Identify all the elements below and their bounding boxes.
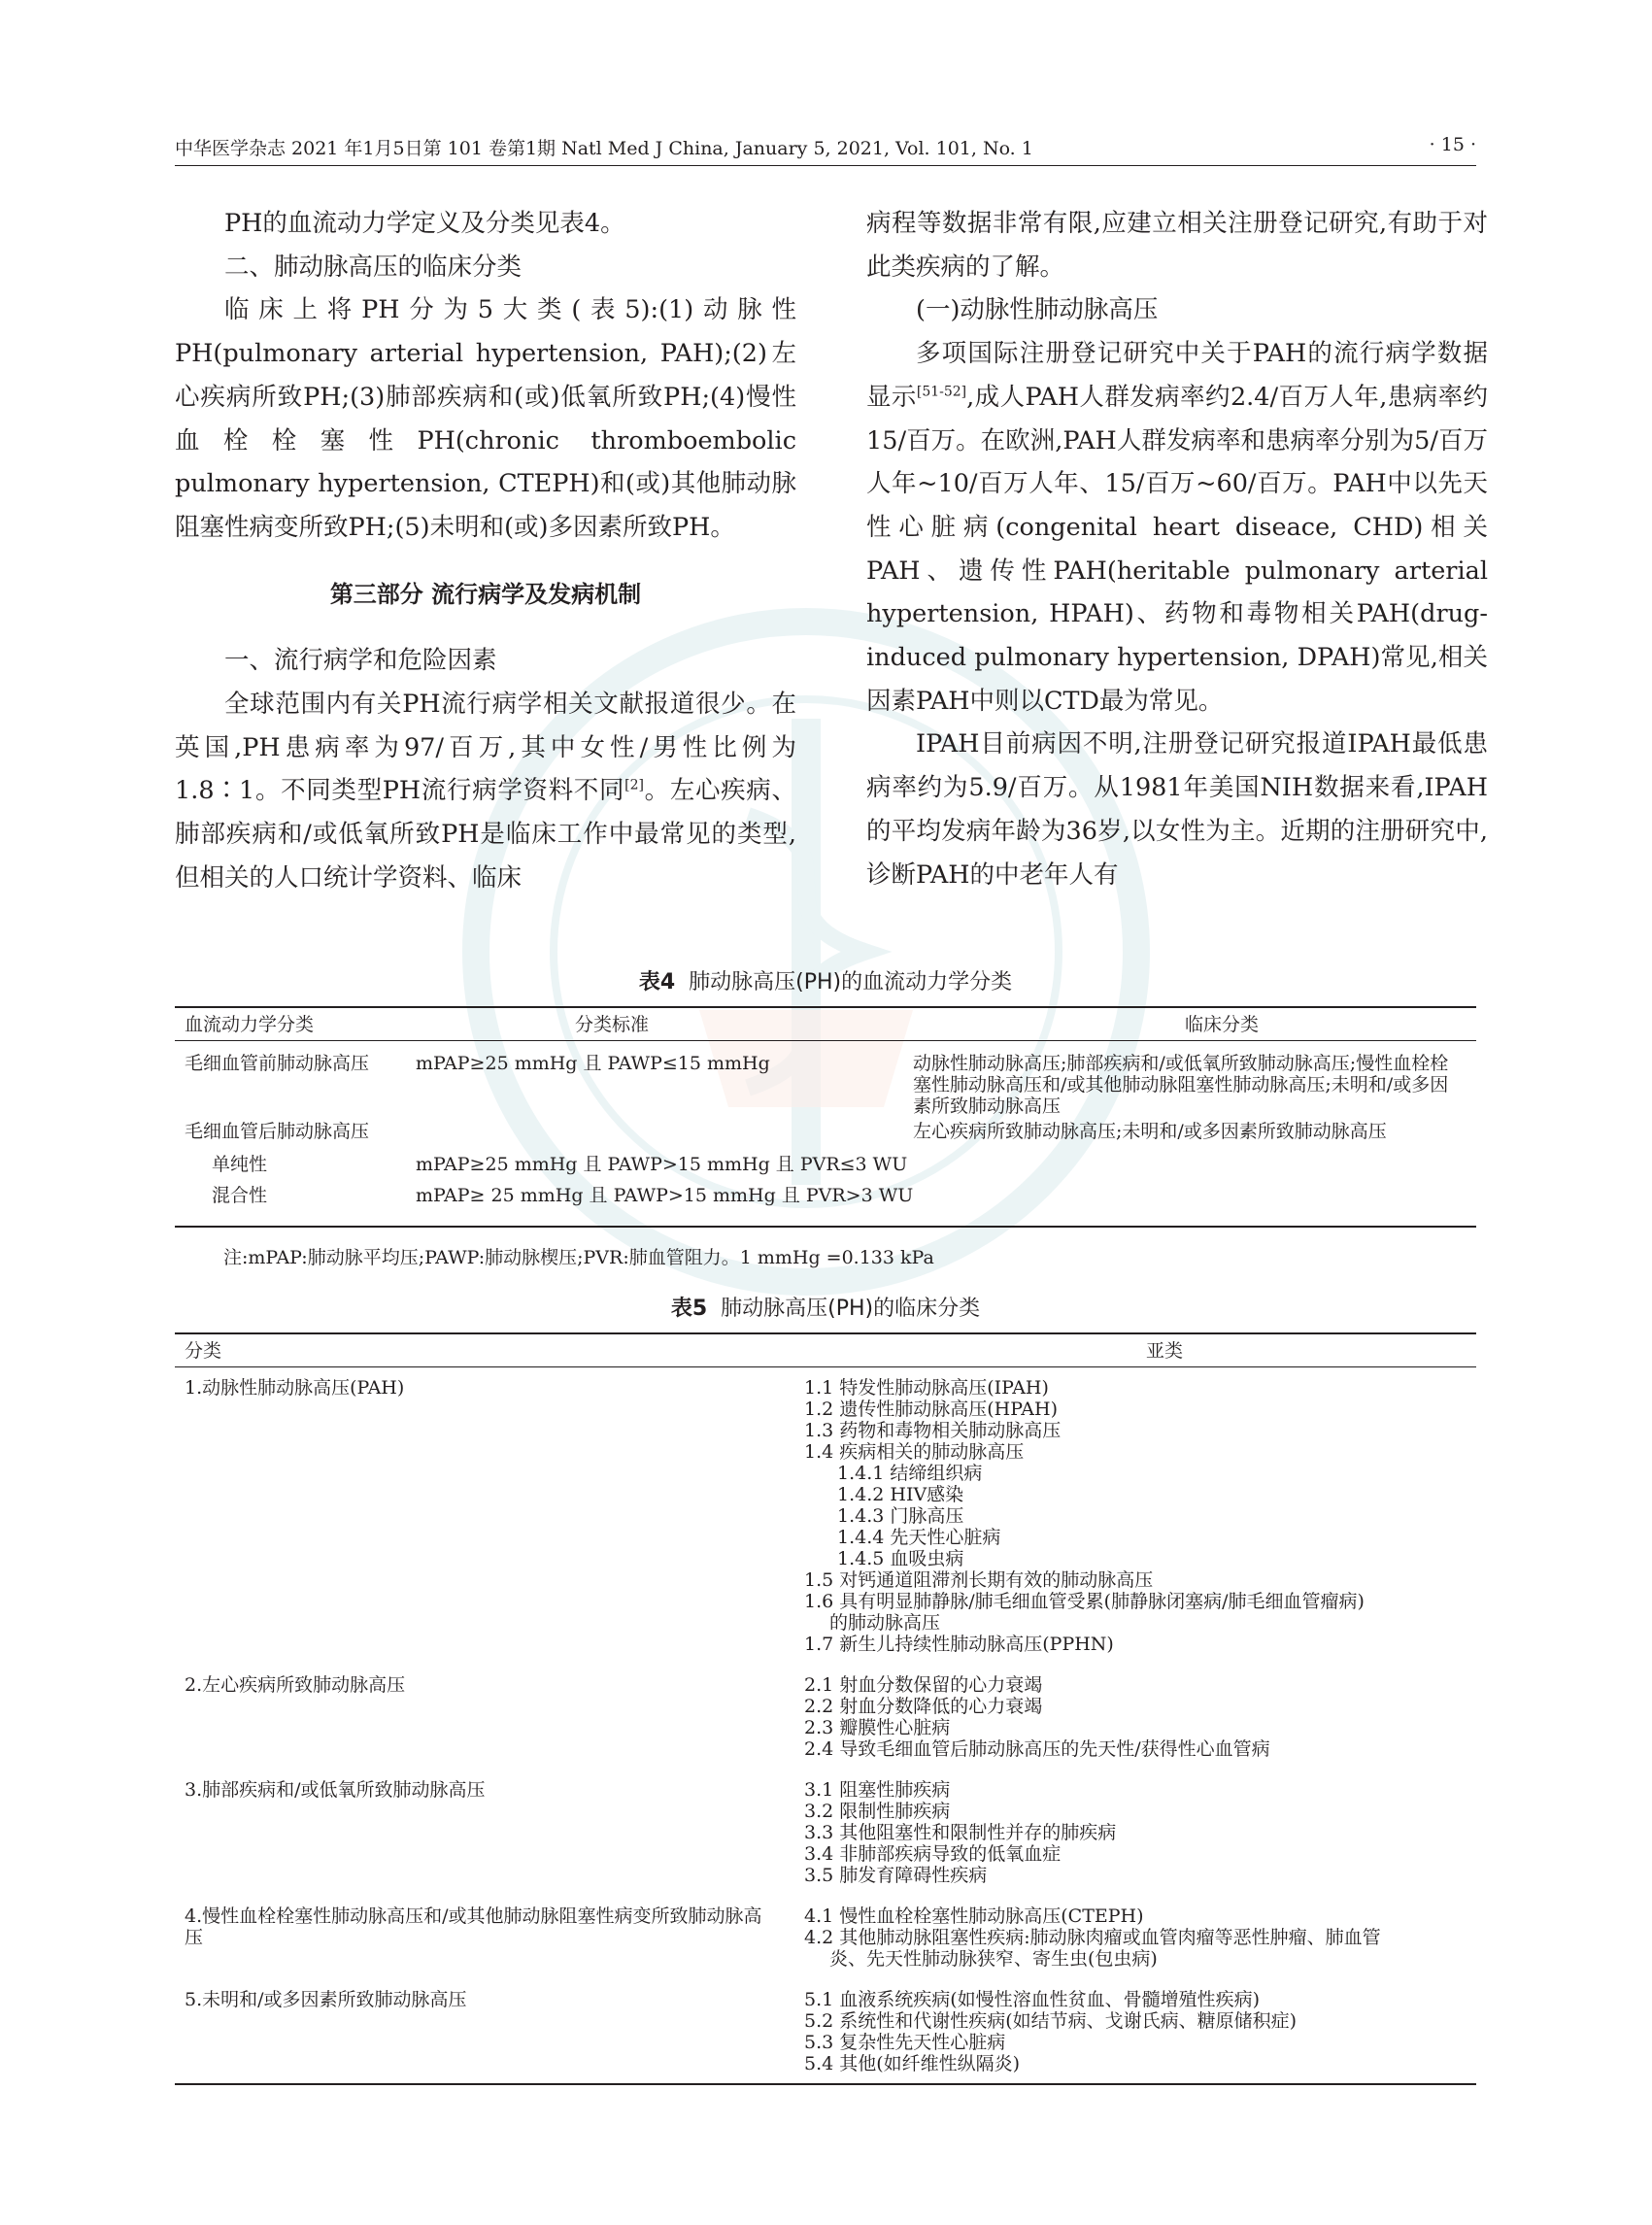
section-heading: 二、肺动脉高压的临床分类 bbox=[224, 252, 523, 282]
table5-header bbox=[175, 1336, 1476, 1365]
table5-subtype: 1.6 具有明显肺静脉/肺毛细血管受累(肺静脉闭塞病/肺毛细血管瘤病) bbox=[804, 1591, 1365, 1612]
header-rule bbox=[175, 165, 1476, 166]
paragraph: 多项国际注册登记研究中关于PAH的流行病学数据显示[51-52],成人PAH人群发病率约2.4/百万人年,患病率约15/百万。在欧洲,PAH人群发病率和患病率分别为5/百万人年~10/百万人年、15/百万~60/百万。PAH中以先天性心脏病(congenital heart diseace, CHD)相关PAH、遗传性PAH(heritable pulmonary arterial hypertension, HPAH)、药物和毒物相关PAH(drug-induced pulmonary hypertension, DPAH)常见,相关因素PAH中则以CTD最为常见。 bbox=[866, 339, 1488, 716]
table5-subtype: 5.3 复杂性先天性心脏病 bbox=[804, 2032, 1006, 2053]
table5-top-rule bbox=[175, 1332, 1476, 1334]
table5-subtype: 1.4 疾病相关的肺动脉高压 bbox=[804, 1441, 1025, 1463]
part-heading: 第三部分 流行病学及发病机制 bbox=[329, 580, 642, 608]
table5-subtype: 1.4.2 HIV感染 bbox=[837, 1484, 964, 1505]
table5-subtype: 1.4.1 结缔组织病 bbox=[837, 1463, 983, 1484]
paragraph: IPAH目前病因不明,注册登记研究报道IPAH最低患病率约为5.9/百万。从1981年美国NIH数据来看,IPAH的平均发病年龄为36岁,以女性为主。近期的注册研究中,诊断PAH的中老年人有 bbox=[866, 729, 1488, 890]
table5-title: 肺动脉高压(PH)的临床分类 bbox=[721, 1297, 981, 1321]
table5-subtype: 2.4 导致毛细血管后肺动脉高压的先天性/获得性心血管病 bbox=[804, 1738, 1270, 1760]
table4-body bbox=[175, 1043, 1476, 1218]
table4-cell: 混合性 bbox=[212, 1185, 268, 1206]
table5-subtype: 1.4.5 血吸虫病 bbox=[837, 1548, 964, 1569]
table5-category: 3.肺部疾病和/或低氧所致肺动脉高压 bbox=[185, 1779, 486, 1801]
table4-caption bbox=[175, 965, 1476, 995]
table4-cell: 单纯性 bbox=[212, 1154, 268, 1175]
table5-body bbox=[175, 1377, 1476, 2076]
table4-cell: mPAP≥25 mmHg 且 PAWP>15 mmHg 且 PVR≤3 WU bbox=[416, 1154, 908, 1175]
table5-category: 4.慢性血栓栓塞性肺动脉高压和/或其他肺动脉阻塞性病变所致肺动脉高压 bbox=[185, 1905, 762, 1948]
table4-cell: mPAP≥ 25 mmHg 且 PAWP>15 mmHg 且 PVR>3 WU bbox=[416, 1185, 914, 1206]
table4-header bbox=[175, 1010, 1476, 1039]
table5-caption bbox=[175, 1292, 1476, 1322]
table5-subtype: 1.2 遗传性肺动脉高压(HPAH) bbox=[804, 1399, 1058, 1420]
table5-subtype: 3.3 其他阻塞性和限制性并存的肺疾病 bbox=[804, 1822, 1117, 1843]
table5-subtype: 5.1 血液系统疾病(如慢性溶血性贫血、骨髓增殖性疾病) bbox=[804, 1989, 1261, 2010]
paragraph: 病程等数据非常有限,应建立相关注册登记研究,有助于对此类疾病的了解。 bbox=[866, 209, 1488, 282]
table5-subtype: 2.3 瓣膜性心脏病 bbox=[804, 1717, 951, 1738]
table4-note: 注:mPAP:肺动脉平均压;PAWP:肺动脉楔压;PVR:肺血管阻力。1 mmHg =0.133 kPa bbox=[223, 1247, 934, 1268]
table4-cell: 左心疾病所致肺动脉高压;未明和/或多因素所致肺动脉高压 bbox=[913, 1121, 1387, 1142]
paragraph: PH的血流动力学定义及分类见表4。 bbox=[224, 209, 625, 238]
citation[interactable]: [2] bbox=[624, 777, 644, 793]
paragraph: 全球范围内有关PH流行病学相关文献报道很少。在英国,PH患病率为97/百万,其中女性/男性比例为1.8∶1。不同类型PH流行病学资料不同[2]。左心疾病、肺部疾病和/或低氧所致PH是临床工作中最常见的类型,但相关的人口统计学资料、临床 bbox=[175, 690, 796, 893]
table5-subtype: 1.5 对钙通道阻滞剂长期有效的肺动脉高压 bbox=[804, 1569, 1154, 1591]
table5-category: 5.未明和/或多因素所致肺动脉高压 bbox=[185, 1989, 467, 2010]
table5-col-header: 亚类 bbox=[1146, 1340, 1184, 1362]
paragraph: 临床上将PH分为5大类(表5):(1)动脉性PH(pulmonary arterial hypertension, PAH);(2)左心疾病所致PH;(3)肺部疾病和(或)低氧所致PH;(4)慢性血栓栓塞性PH(chronic thromboembolic pulmonary hypertension, CTEPH)和(或)其他肺动脉阻塞性病变所致PH;(5)未明和(或)多因素所致PH。 bbox=[175, 295, 796, 542]
table4-col-header: 分类标准 bbox=[575, 1014, 650, 1035]
table5-label: 表5 bbox=[670, 1297, 708, 1321]
table5-subtype: 2.2 射血分数降低的心力衰竭 bbox=[804, 1696, 1043, 1717]
table5-subtype: 3.2 限制性肺疾病 bbox=[804, 1801, 951, 1822]
table5-category: 2.左心疾病所致肺动脉高压 bbox=[185, 1674, 406, 1696]
table5-category: 1.动脉性肺动脉高压(PAH) bbox=[185, 1377, 405, 1399]
table5-subtype: 的肺动脉高压 bbox=[829, 1612, 941, 1634]
table4-cell: 毛细血管后肺动脉高压 bbox=[185, 1121, 370, 1142]
citation[interactable]: [51-52] bbox=[916, 384, 967, 400]
table5-subtype: 3.1 阻塞性肺疾病 bbox=[804, 1779, 951, 1801]
table5-subtype: 3.5 肺发育障碍性疾病 bbox=[804, 1865, 988, 1886]
table5-subtype: 4.1 慢性血栓栓塞性肺动脉高压(CTEPH) bbox=[804, 1905, 1144, 1927]
section-heading: (一)动脉性肺动脉高压 bbox=[916, 295, 1159, 325]
page-number: · 15 · bbox=[1429, 134, 1476, 155]
table5-subtype: 1.7 新生儿持续性肺动脉高压(PPHN) bbox=[804, 1634, 1114, 1655]
table5-subtype: 炎、先天性肺动脉狭窄、寄生虫(包虫病) bbox=[829, 1948, 1158, 1970]
table5-subtype: 5.2 系统性和代谢性疾病(如结节病、戈谢氏病、糖原储积症) bbox=[804, 2010, 1298, 2032]
table5-subtype: 4.2 其他肺动脉阻塞性疾病:肺动脉肉瘤或血管肉瘤等恶性肿瘤、肺血管 bbox=[804, 1927, 1381, 1948]
table5-bottom-rule bbox=[175, 2083, 1476, 2085]
table4-col-header: 血流动力学分类 bbox=[185, 1014, 315, 1035]
section-heading: 一、流行病学和危险因素 bbox=[224, 646, 497, 676]
table5-subtype: 1.3 药物和毒物相关肺动脉高压 bbox=[804, 1420, 1062, 1441]
right-column bbox=[866, 202, 1488, 896]
table5-subtype: 5.4 其他(如纤维性纵隔炎) bbox=[804, 2053, 1021, 2074]
table4-cell: 毛细血管前肺动脉高压 bbox=[185, 1053, 370, 1074]
table5-subtype: 3.4 非肺部疾病导致的低氧血症 bbox=[804, 1843, 1062, 1865]
table4-cell: 动脉性肺动脉高压;肺部疾病和/或低氧所致肺动脉高压;慢性血栓栓塞性肺动脉高压和/或其他肺动脉阻塞性肺动脉高压;未明和/或多因素所致肺动脉高压 bbox=[913, 1053, 1449, 1117]
table5-header-rule bbox=[175, 1366, 1476, 1367]
table4-cell: mPAP≥25 mmHg 且 PAWP≤15 mmHg bbox=[416, 1053, 770, 1074]
table4-top-rule bbox=[175, 1006, 1476, 1008]
journal-citation: 中华医学杂志 2021 年1月5日第 101 卷第1期 Natl Med J China, January 5, 2021, Vol. 101, No. 1 bbox=[175, 138, 1033, 159]
left-column bbox=[175, 202, 796, 900]
table5-subtype: 1.4.3 门脉高压 bbox=[837, 1505, 964, 1527]
table4-header-rule bbox=[175, 1040, 1476, 1041]
table5-subtype: 1.1 特发性肺动脉高压(IPAH) bbox=[804, 1377, 1049, 1399]
table5-subtype: 1.4.4 先天性心脏病 bbox=[837, 1527, 1001, 1548]
table5-col-header: 分类 bbox=[185, 1340, 222, 1362]
table4-title: 肺动脉高压(PH)的血流动力学分类 bbox=[689, 970, 1013, 995]
table4-label: 表4 bbox=[638, 970, 676, 995]
table4-bottom-rule bbox=[175, 1226, 1476, 1228]
table5-subtype: 2.1 射血分数保留的心力衰竭 bbox=[804, 1674, 1043, 1696]
table4-col-header: 临床分类 bbox=[1185, 1014, 1260, 1035]
